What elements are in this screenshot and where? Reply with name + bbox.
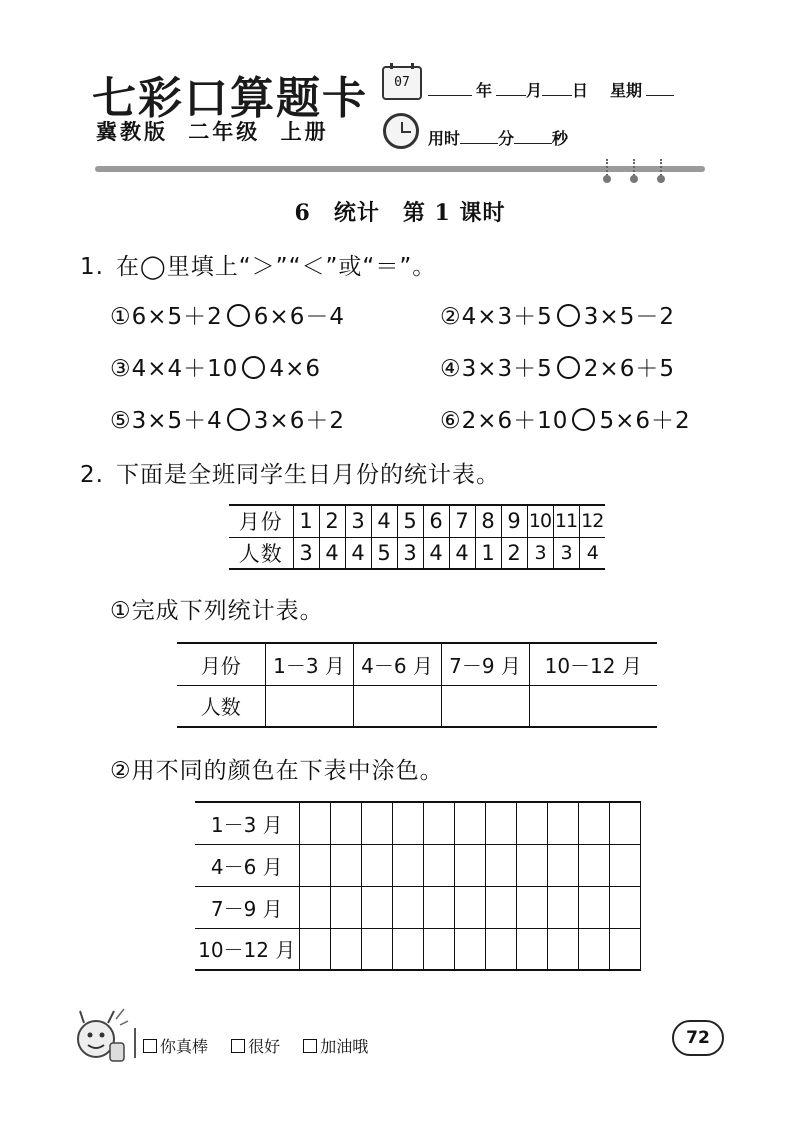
color-cell[interactable] [330, 928, 361, 970]
table-header-cell: 月份 [229, 505, 293, 537]
table-header-cell: 4－6 月 [353, 643, 441, 685]
color-cell[interactable] [454, 844, 485, 886]
question-2 [80, 456, 500, 489]
table-cell: 4 [423, 537, 449, 569]
table-row [195, 802, 640, 844]
color-cell[interactable] [578, 886, 609, 928]
color-cell[interactable] [609, 844, 640, 886]
date-fill-line: 年 月 日 星期 [428, 78, 674, 101]
color-cell[interactable] [578, 844, 609, 886]
color-cell[interactable] [609, 886, 640, 928]
self-rating [143, 1034, 386, 1057]
comparison-item: ③4×4＋10 4×6 [110, 356, 321, 382]
table-cell: 4 [579, 537, 605, 569]
answer-circle[interactable] [572, 408, 595, 431]
question-1 [80, 248, 436, 281]
rating-option[interactable]: 你真棒 [143, 1037, 208, 1056]
question-number: 1. [80, 254, 104, 280]
edition-label: 冀教版 二年级 上册 [96, 120, 329, 144]
month-blank[interactable] [496, 82, 526, 96]
color-cell[interactable] [423, 802, 454, 844]
weekday-blank[interactable] [646, 82, 674, 96]
rating-option[interactable]: 很好 [231, 1037, 280, 1056]
color-cell[interactable] [423, 928, 454, 970]
color-cell[interactable] [485, 886, 516, 928]
table-header-cell: 1－3 月 [265, 643, 353, 685]
color-cell[interactable] [361, 928, 392, 970]
sub-question-2: ②用不同的颜色在下表中涂色。 [110, 758, 444, 784]
color-cell[interactable] [392, 844, 423, 886]
color-cell[interactable] [578, 802, 609, 844]
footer-divider [134, 1028, 136, 1058]
row-label: 10－12 月 [195, 928, 299, 970]
answer-cell[interactable] [353, 685, 441, 727]
table-cell: 3 [397, 537, 423, 569]
year-blank[interactable] [428, 82, 472, 96]
birthday-month-table [229, 504, 605, 570]
color-cell[interactable] [609, 802, 640, 844]
color-cell[interactable] [485, 928, 516, 970]
color-cell[interactable] [516, 886, 547, 928]
color-cell[interactable] [609, 928, 640, 970]
table-cell: 6 [423, 505, 449, 537]
color-cell[interactable] [516, 928, 547, 970]
color-cell[interactable] [299, 802, 330, 844]
calendar-day: 07 [394, 75, 410, 90]
table-cell: 10 [527, 505, 553, 537]
table-cell: 3 [293, 537, 319, 569]
color-cell[interactable] [516, 802, 547, 844]
answer-cell[interactable] [441, 685, 529, 727]
table-row [195, 886, 640, 928]
color-cell[interactable] [485, 802, 516, 844]
table-header-cell: 月份 [177, 643, 265, 685]
checkbox-icon[interactable] [143, 1039, 157, 1053]
rating-option[interactable]: 加油哦 [303, 1037, 368, 1056]
table-cell: 11 [553, 505, 579, 537]
calendar-icon [382, 66, 422, 100]
header-divider [95, 166, 705, 172]
color-cell[interactable] [578, 928, 609, 970]
table-cell: 12 [579, 505, 605, 537]
table-cell: 5 [371, 537, 397, 569]
question-number: 2. [80, 462, 104, 488]
comparison-item: ④3×3＋5 2×6＋5 [440, 356, 675, 382]
color-cell[interactable] [547, 844, 578, 886]
sub-question-1: ①完成下列统计表。 [110, 598, 324, 624]
minutes-blank[interactable] [460, 130, 498, 144]
table-row [229, 537, 605, 569]
color-cell[interactable] [361, 844, 392, 886]
pin-icon [660, 159, 666, 179]
table-cell: 4 [319, 537, 345, 569]
seconds-blank[interactable] [514, 130, 552, 144]
table-cell: 4 [371, 505, 397, 537]
answer-circle[interactable] [242, 356, 265, 379]
table-cell: 1 [475, 537, 501, 569]
row-label: 7－9 月 [195, 886, 299, 928]
table-cell: 3 [527, 537, 553, 569]
pin-icon [633, 159, 639, 179]
table-cell: 8 [475, 505, 501, 537]
color-cell[interactable] [330, 886, 361, 928]
table-header-cell: 人数 [229, 537, 293, 569]
table-cell: 1 [293, 505, 319, 537]
color-cell[interactable] [516, 844, 547, 886]
table-header-cell: 10－12 月 [529, 643, 657, 685]
page-number: 72 [672, 1020, 724, 1056]
answer-cell[interactable] [265, 685, 353, 727]
coloring-grid [195, 801, 641, 971]
table-cell: 9 [501, 505, 527, 537]
color-cell[interactable] [361, 886, 392, 928]
color-cell[interactable] [454, 802, 485, 844]
table-header-cell: 人数 [177, 685, 265, 727]
lesson-title: 6 统计 第 1 课时 [294, 200, 506, 226]
brand-title: 七彩口算题卡 [92, 73, 368, 124]
clock-icon [383, 113, 419, 149]
color-cell[interactable] [392, 886, 423, 928]
grouped-stats-table [177, 642, 657, 728]
pin-icon [606, 159, 612, 179]
color-cell[interactable] [423, 844, 454, 886]
question-prompt: 在◯里填上“＞”“＜”或“＝”。 [116, 254, 437, 280]
row-label: 1－3 月 [195, 802, 299, 844]
color-cell[interactable] [485, 844, 516, 886]
color-cell[interactable] [330, 802, 361, 844]
table-cell: 7 [449, 505, 475, 537]
answer-circle[interactable] [227, 408, 250, 431]
comparison-item: ⑤3×5＋4 3×6＋2 [110, 408, 345, 434]
time-fill-line: 用时 分 秒 [428, 129, 569, 148]
color-cell[interactable] [547, 802, 578, 844]
answer-circle[interactable] [557, 304, 580, 327]
row-label: 4－6 月 [195, 844, 299, 886]
table-row [195, 928, 640, 970]
table-header-cell: 7－9 月 [441, 643, 529, 685]
color-cell[interactable] [454, 928, 485, 970]
table-cell: 4 [345, 537, 371, 569]
color-cell[interactable] [547, 886, 578, 928]
color-cell[interactable] [299, 886, 330, 928]
table-row [195, 844, 640, 886]
table-cell: 5 [397, 505, 423, 537]
checkbox-icon[interactable] [231, 1039, 245, 1053]
comparison-item: ⑥2×6＋10 5×6＋2 [440, 408, 691, 434]
color-cell[interactable] [299, 844, 330, 886]
table-cell: 2 [501, 537, 527, 569]
question-prompt: 下面是全班同学生日月份的统计表。 [116, 462, 500, 488]
color-cell[interactable] [423, 886, 454, 928]
color-cell[interactable] [361, 802, 392, 844]
table-row [177, 643, 657, 685]
color-cell[interactable] [547, 928, 578, 970]
comparison-item: ①6×5＋2 6×6－4 [110, 304, 345, 330]
color-cell[interactable] [392, 928, 423, 970]
table-cell: 4 [449, 537, 475, 569]
table-row [229, 505, 605, 537]
mascot-icon [70, 1005, 130, 1067]
color-cell[interactable] [299, 928, 330, 970]
day-blank[interactable] [542, 82, 572, 96]
color-cell[interactable] [454, 886, 485, 928]
answer-cell[interactable] [529, 685, 657, 727]
checkbox-icon[interactable] [303, 1039, 317, 1053]
answer-circle[interactable] [227, 304, 250, 327]
answer-circle[interactable] [557, 356, 580, 379]
color-cell[interactable] [330, 844, 361, 886]
table-cell: 3 [345, 505, 371, 537]
color-cell[interactable] [392, 802, 423, 844]
table-cell: 3 [553, 537, 579, 569]
table-cell: 2 [319, 505, 345, 537]
comparison-item: ②4×3＋5 3×5－2 [440, 304, 675, 330]
table-row [177, 685, 657, 727]
